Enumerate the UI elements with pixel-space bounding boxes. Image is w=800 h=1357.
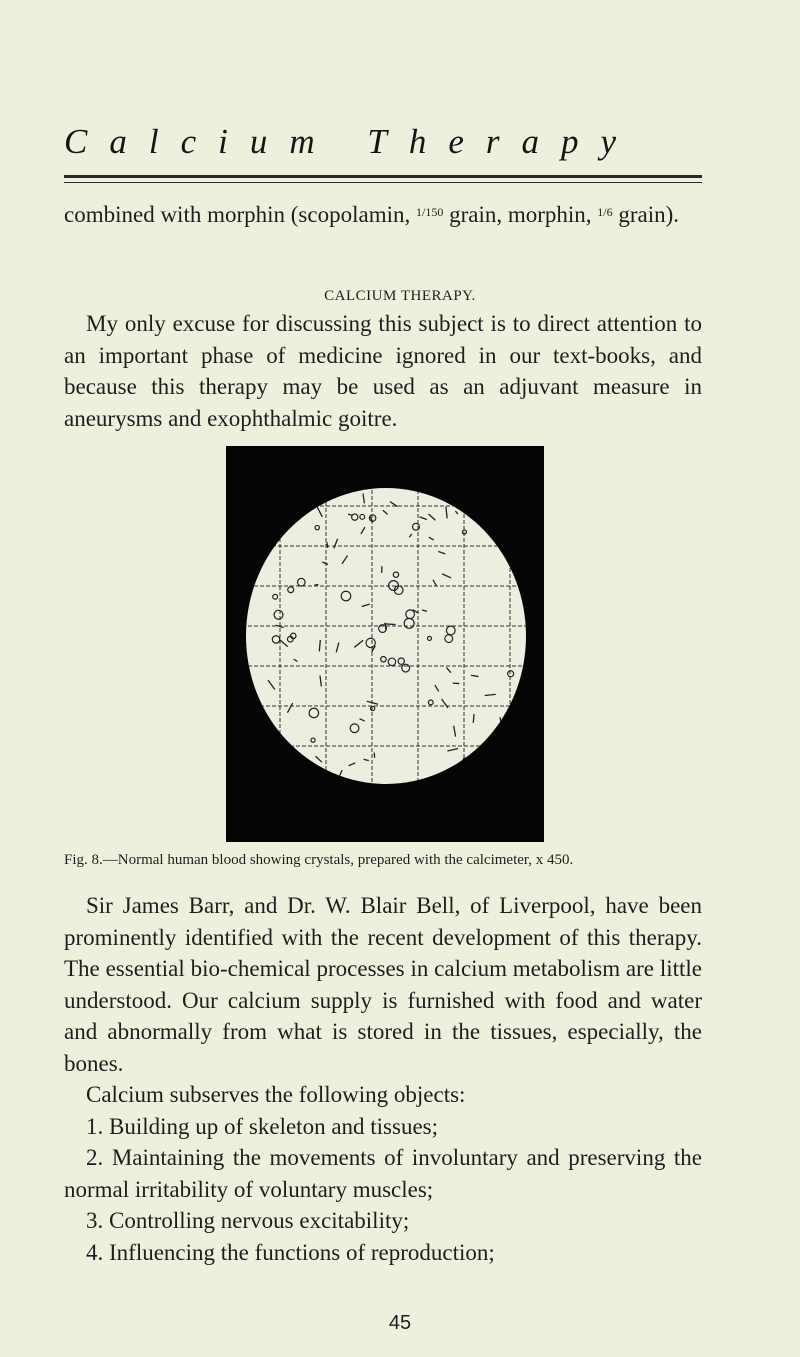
crystal-mark bbox=[320, 775, 326, 781]
crystal-mark bbox=[494, 493, 502, 501]
crystal-mark bbox=[464, 767, 470, 773]
intro-middle: grain, morphin, bbox=[449, 202, 592, 227]
fraction-1: 1/150 bbox=[415, 205, 444, 219]
paragraph-1: My only excuse for discussing this subject is to direct attention to an important phase of medicine ignored in our text-books, and because this therapy may be used as an adjuvant measure in aneurysms and exophthalmic goitre. bbox=[64, 311, 702, 431]
fraction-2: 1/6 bbox=[597, 205, 613, 219]
crystal-mark bbox=[314, 584, 318, 585]
crystal-mark bbox=[275, 514, 282, 521]
crystal-mark bbox=[385, 624, 395, 625]
crystal-mark bbox=[251, 494, 258, 501]
crystal-mark bbox=[463, 758, 467, 762]
crystal-mark bbox=[494, 522, 499, 527]
crystal-mark bbox=[251, 541, 261, 551]
crystal-mark bbox=[510, 757, 515, 762]
section-heading: CALCIUM THERAPY. bbox=[324, 288, 476, 304]
running-header: Calcium Therapy bbox=[64, 122, 639, 161]
page-number: 45 bbox=[388, 1312, 412, 1334]
paragraph-2: Sir James Barr, and Dr. W. Blair Bell, of Liverpool, have been prominently identified with the recent development of this therapy. The essential bio-chemical processes in calcium metabolism are little understood. Our calcium supply is furnished with food and water and abnormally from what is stored in the tissues, especially, the bones. bbox=[64, 893, 702, 1076]
header-rule-thin bbox=[64, 182, 702, 183]
crystal-mark bbox=[313, 492, 315, 498]
crystal-mark bbox=[392, 788, 398, 792]
list-item: 4. Influencing the functions of reproduction; bbox=[86, 1239, 495, 1265]
crystal-mark bbox=[264, 497, 273, 502]
crystal-mark bbox=[253, 715, 255, 719]
crystal-mark bbox=[480, 775, 490, 777]
header-rule-thick bbox=[64, 175, 702, 178]
intro-text bbox=[64, 197, 702, 231]
crystal-mark bbox=[501, 779, 508, 786]
blood-crystals-micrograph bbox=[226, 446, 544, 842]
crystal-mark bbox=[432, 779, 435, 781]
figure-caption: Fig. 8.—Normal human blood showing crystals, prepared with the calcimeter, x 450. bbox=[64, 852, 574, 868]
body-text bbox=[64, 890, 702, 1268]
crystal-mark bbox=[258, 509, 259, 517]
intro-after: grain). bbox=[618, 202, 680, 227]
crystal-mark bbox=[473, 714, 474, 723]
paragraph-3: Calcium subserves the following objects: bbox=[86, 1082, 466, 1107]
crystal-mark bbox=[268, 783, 271, 789]
intro-before: combined with morphin (scopolamin, bbox=[64, 202, 411, 227]
crystal-mark bbox=[256, 529, 260, 531]
crystal-mark bbox=[508, 548, 509, 557]
micrograph-image bbox=[226, 446, 544, 842]
list-item: 3. Controlling nervous excitability; bbox=[86, 1208, 410, 1233]
crystal-mark bbox=[472, 789, 478, 795]
list-item: 2. Maintaining the movements of involuntary and preserving the normal irritability of voluntary muscles; bbox=[64, 1145, 702, 1202]
crystal-mark bbox=[312, 771, 320, 779]
list-item: 1. Building up of skeleton and tissues; bbox=[86, 1113, 439, 1139]
